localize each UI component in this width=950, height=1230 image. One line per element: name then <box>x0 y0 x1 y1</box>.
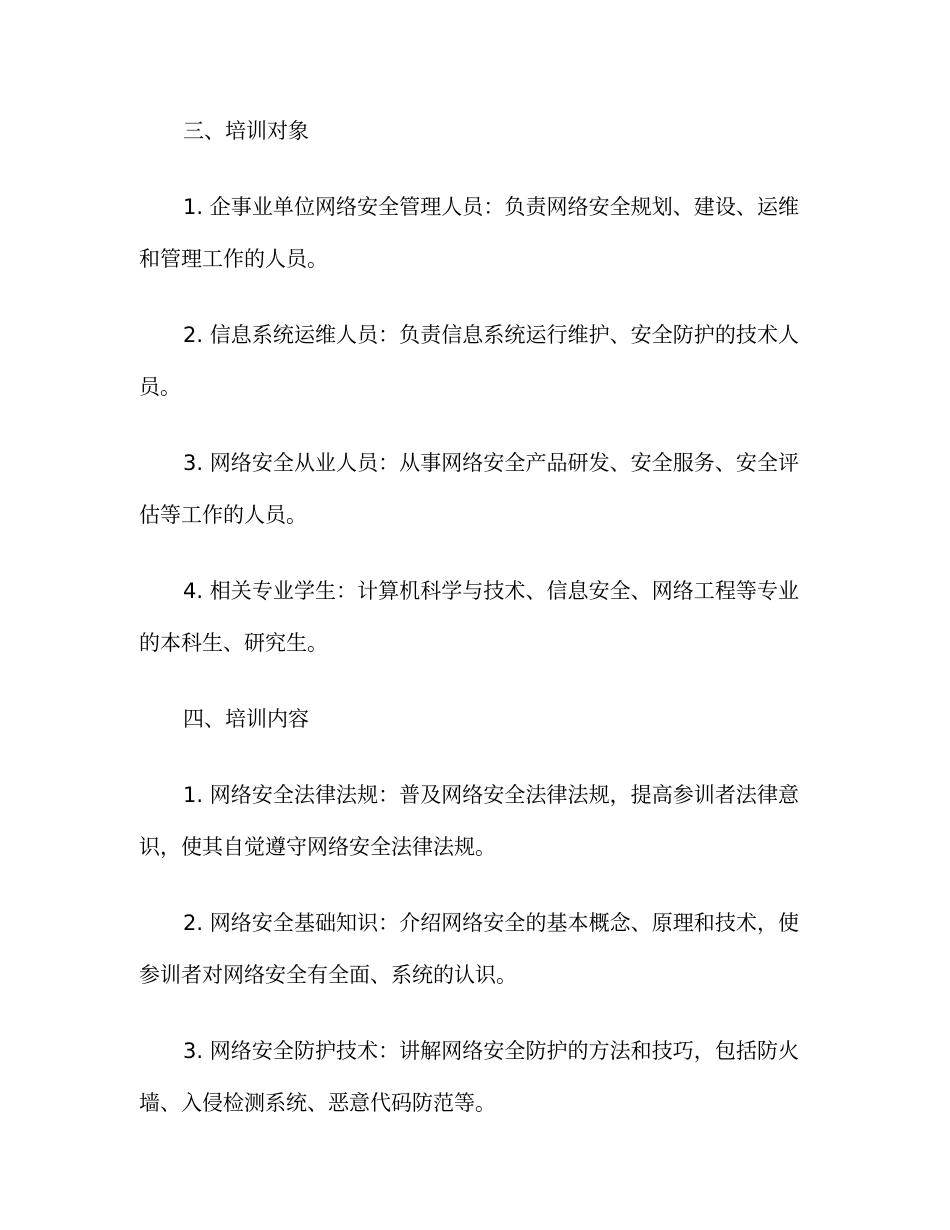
document-body <box>139 105 799 1153</box>
paragraph-audience-3: 3. 网络安全从业人员：从事网络安全产品研发、安全服务、安全评估等工作的人员。 <box>139 451 799 527</box>
section-heading-training-content: 四、培训内容 <box>183 707 309 731</box>
paragraph-audience-1: 1. 企事业单位网络安全管理人员：负责网络安全规划、建设、运维和管理工作的人员。 <box>139 195 799 271</box>
paragraph-content-2: 2. 网络安全基础知识：介绍网络安全的基本概念、原理和技术，使参训者对网络安全有全面、系统的认识。 <box>139 911 799 987</box>
paragraph-content-3: 3. 网络安全防护技术：讲解网络安全防护的方法和技巧，包括防火墙、入侵检测系统、恶意代码防范等。 <box>139 1039 799 1115</box>
paragraph-audience-4: 4. 相关专业学生：计算机科学与技术、信息安全、网络工程等专业的本科生、研究生。 <box>139 579 799 655</box>
section-heading-training-audience: 三、培训对象 <box>183 119 309 143</box>
paragraph-audience-2: 2. 信息系统运维人员：负责信息系统运行维护、安全防护的技术人员。 <box>139 323 799 399</box>
paragraph-content-1: 1. 网络安全法律法规：普及网络安全法律法规，提高参训者法律意识，使其自觉遵守网络安全法律法规。 <box>139 783 799 859</box>
